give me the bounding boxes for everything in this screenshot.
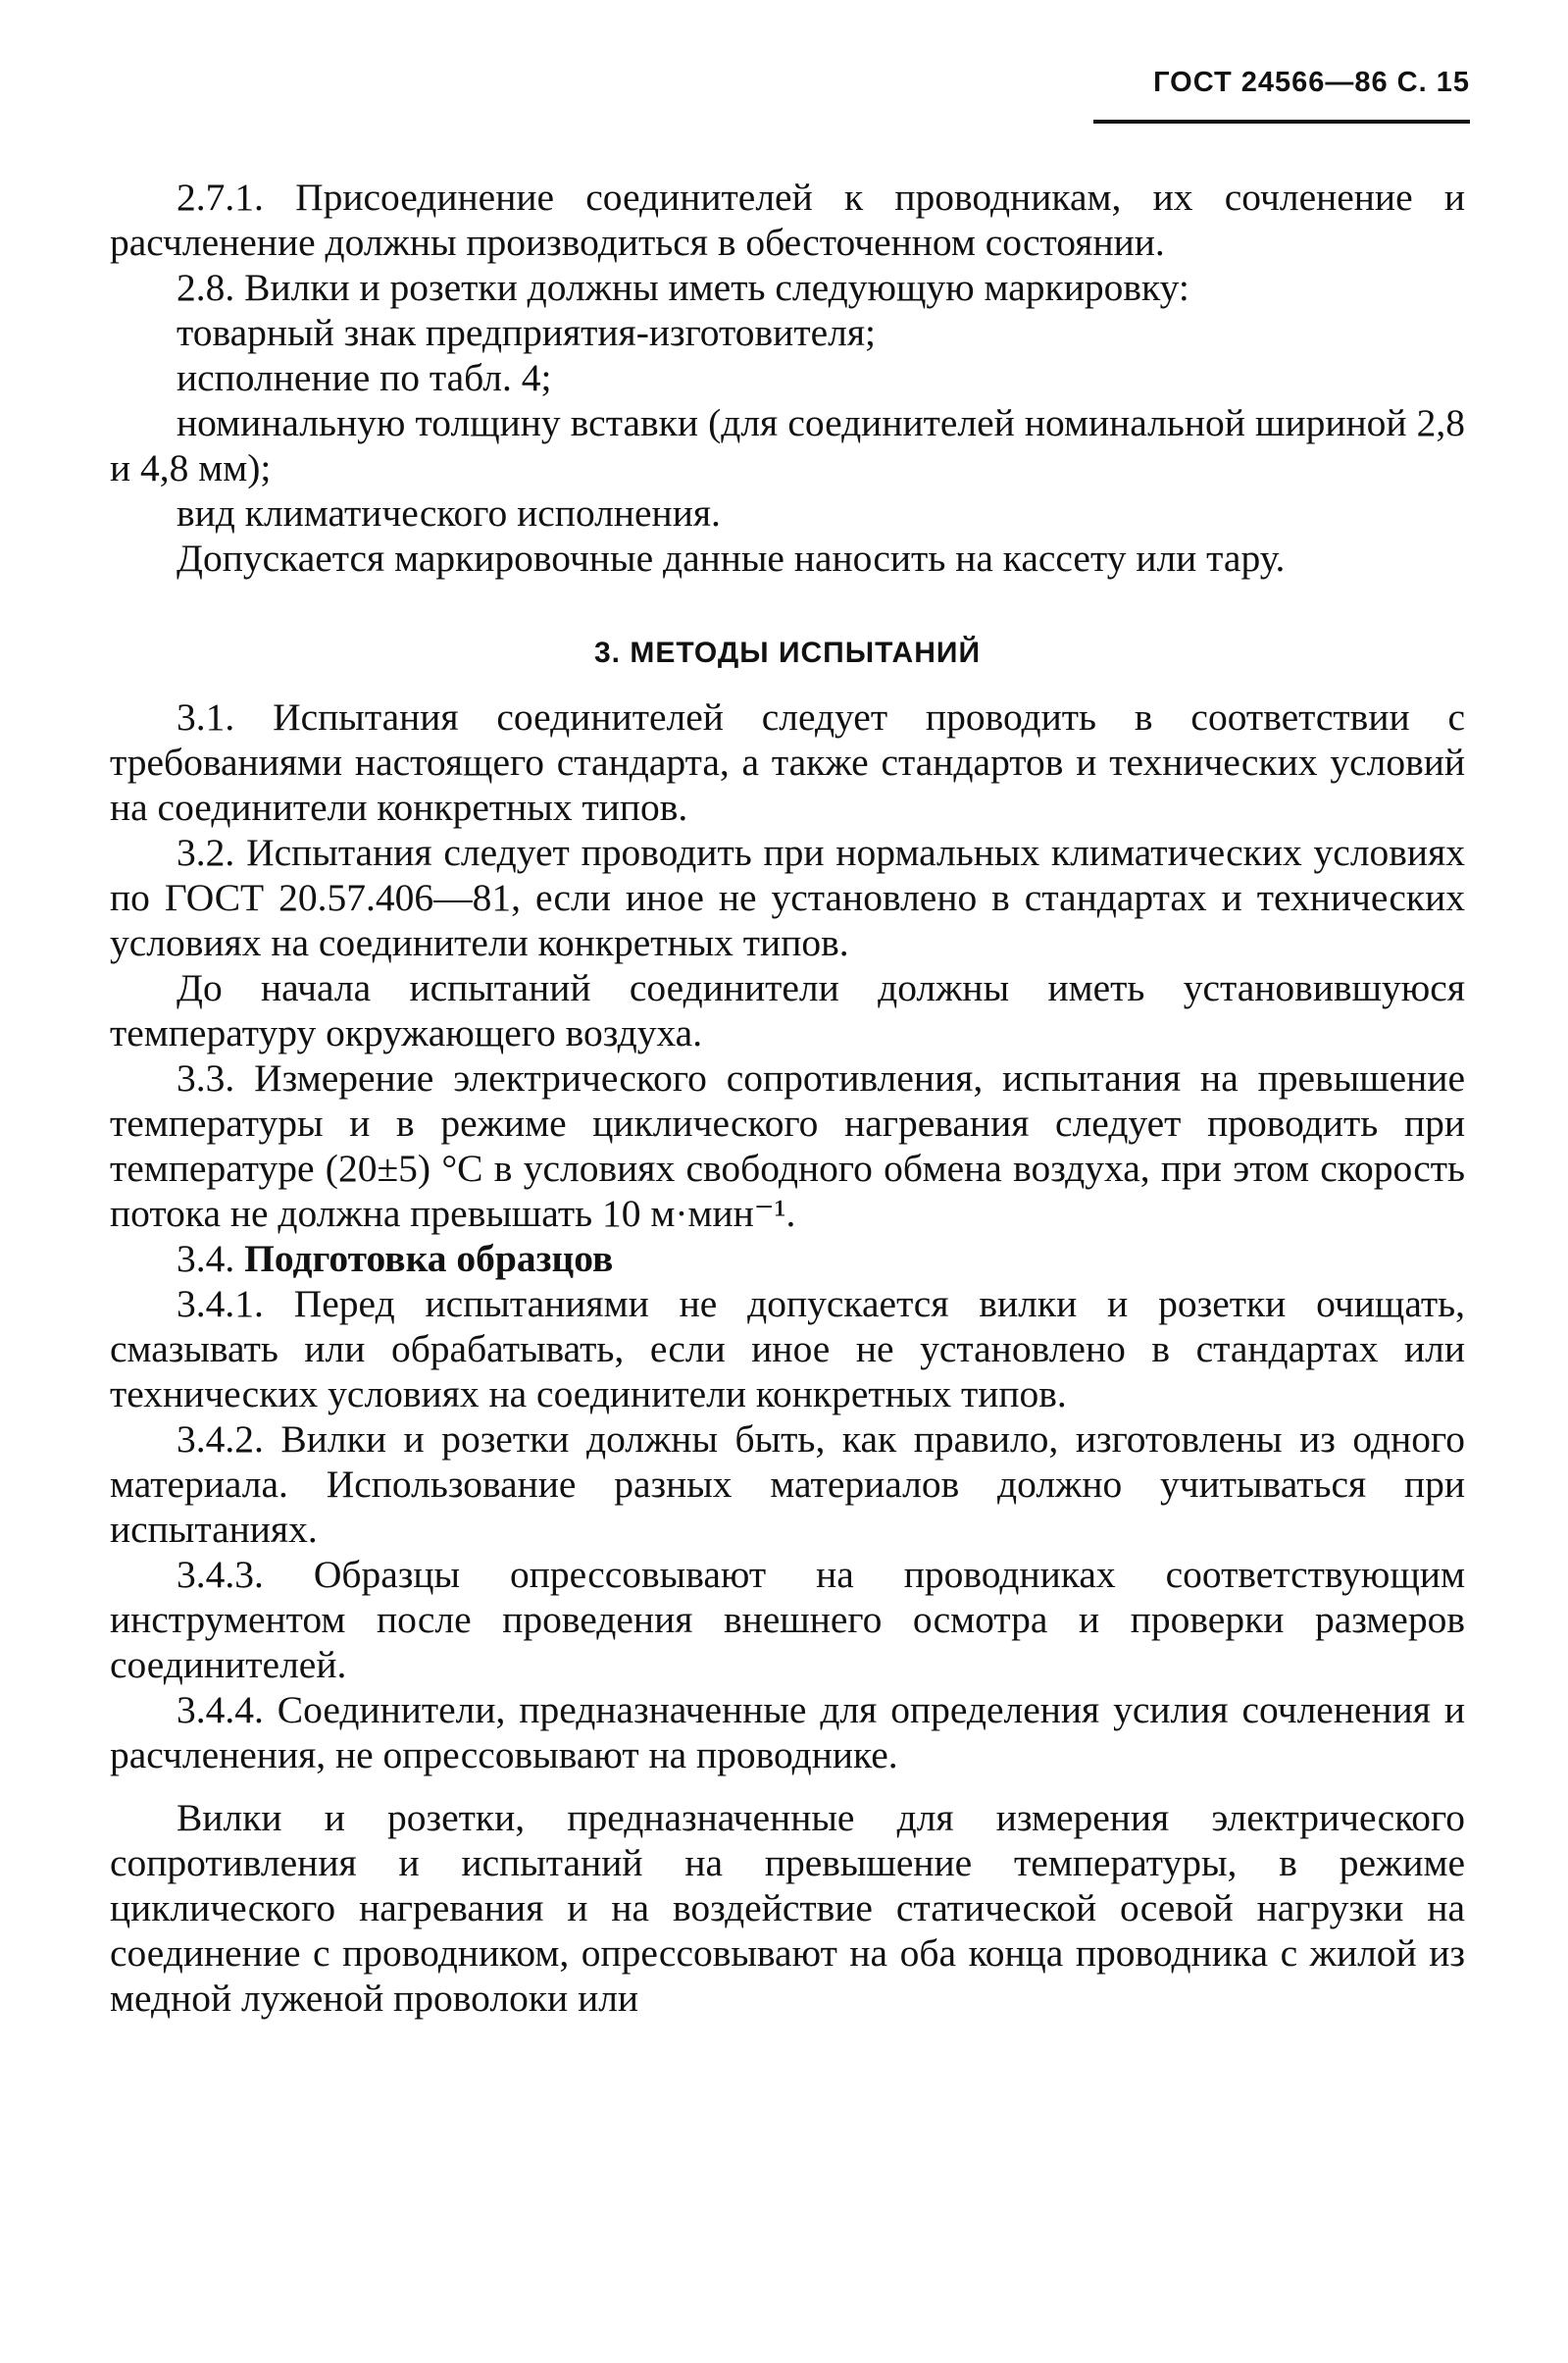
paragraph-2-8: 2.8. Вилки и розетки должны иметь следующую маркировку: (177, 266, 1189, 309)
paragraph-3-2-continued: До начала испытаний соединители должны иметь установившуюся температуру окружающего воздуха. (110, 966, 1465, 1054)
document-body (110, 175, 1465, 2021)
paragraph-2-7-1: 2.7.1. Присоединение соединителей к проводникам, их сочленение и расчленение должны производиться в обесточенном состоянии. (110, 176, 1465, 264)
page-header: ГОСТ 24566—86 С. 15 (1153, 67, 1470, 98)
marking-list-item: вид климатического исполнения. (177, 491, 721, 535)
paragraph-3-4-number: 3.4. (177, 1237, 235, 1280)
paragraph-3-2: 3.2. Испытания следует проводить при нормальных климатических условиях по ГОСТ 20.57.406—81, если иное не установлено в стандартах и технических условиях на соединители конкретных типов. (110, 831, 1465, 964)
paragraph-samples-crimping: Вилки и розетки, предназначенные для измерения электрического сопротивления и испытаний на превышение температуры, в режиме циклического нагревания и на воздействие статической осевой нагрузки на соединение с проводником, опрессовывают на оба конца проводника с жилой из медной луженой проволоки или (110, 1796, 1465, 2020)
paragraph-3-4-4: 3.4.4. Соединители, предназначенные для определения усилия сочленения и расчленения, не опрессовывают на проводнике. (110, 1688, 1465, 1776)
section-title: 3. МЕТОДЫ ИСПЫТАНИЙ (594, 637, 981, 669)
paragraph-3-4-3: 3.4.3. Образцы опрессовывают на проводниках соответствующим инструментом после проведения внешнего осмотра и проверки размеров соединителей. (110, 1553, 1465, 1686)
paragraph-3-3: 3.3. Измерение электрического сопротивления, испытания на превышение температуры и в режиме циклического нагревания следует проводить при температуре (20±5) °С в условиях свободного обмена воздуха, при этом скорость потока не должна превышать 10 м·мин⁻¹. (110, 1056, 1465, 1235)
marking-list-item: товарный знак предприятия-изготовителя; (177, 311, 876, 354)
paragraph-3-4-1: 3.4.1. Перед испытаниями не допускается вилки и розетки очищать, смазывать или обрабатывать, если иное не установлено в стандартах или технических условиях на соединители конкретных типов. (110, 1282, 1465, 1415)
paragraph-3-4 (110, 1236, 1465, 1281)
marking-list-item: исполнение по табл. 4; (177, 356, 552, 399)
marking-list-item: номинальную толщину вставки (для соединителей номинальной шириной 2,8 и 4,8 мм); (110, 401, 1465, 489)
header-rule (1093, 120, 1470, 124)
paragraph-3-4-2: 3.4.2. Вилки и розетки должны быть, как правило, изготовлены из одного материала. Использование разных материалов должно учитываться при испытаниях. (110, 1417, 1465, 1551)
paragraph-allowed-marking: Допускается маркировочные данные наносить на кассету или тару. (177, 537, 1286, 580)
paragraph-3-1: 3.1. Испытания соединителей следует проводить в соответствии с требованиями настоящего стандарта, а также стандартов и технических условий на соединители конкретных типов. (110, 695, 1465, 829)
subsection-title: Подготовка образцов (244, 1237, 614, 1280)
